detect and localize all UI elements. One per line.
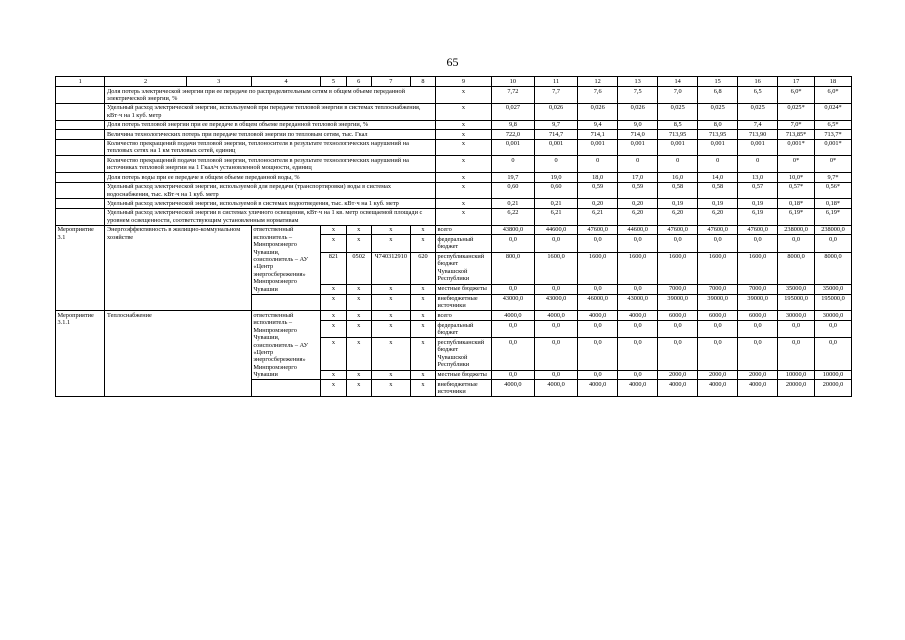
funding-value: 0,0 bbox=[578, 370, 618, 380]
funding-value: 0,0 bbox=[698, 338, 738, 370]
indicator-mark: x bbox=[436, 156, 492, 173]
indicator-value: 0,024* bbox=[815, 103, 852, 120]
indicator-value: 0 bbox=[698, 156, 738, 173]
indicator-value: 0,57 bbox=[738, 182, 778, 199]
indicator-value: 0,56* bbox=[815, 182, 852, 199]
indicator-value: 0,001 bbox=[618, 139, 658, 156]
funding-value: 0,0 bbox=[778, 338, 815, 370]
code-col6: x bbox=[346, 294, 371, 311]
column-number: 2 bbox=[105, 77, 186, 87]
indicator-value: 0,20 bbox=[578, 199, 618, 208]
code-col8: 620 bbox=[410, 252, 435, 284]
funding-value: 0,0 bbox=[578, 338, 618, 370]
code-col5: x bbox=[321, 311, 346, 321]
indicator-value: 0* bbox=[815, 156, 852, 173]
funding-value: 0,0 bbox=[778, 321, 815, 338]
indicator-value: 0,001 bbox=[535, 139, 578, 156]
funding-value: 4000,0 bbox=[658, 380, 698, 397]
funding-value: 1600,0 bbox=[738, 252, 778, 284]
column-number: 18 bbox=[815, 77, 852, 87]
funding-source: внебюджетные источники bbox=[436, 294, 492, 311]
indicator-value: 0,19 bbox=[658, 199, 698, 208]
indicator-value: 7,0 bbox=[658, 87, 698, 104]
indicator-mark: x bbox=[436, 208, 492, 225]
funding-value: 7000,0 bbox=[698, 284, 738, 294]
code-col8: x bbox=[410, 235, 435, 252]
indicator-mark: x bbox=[436, 139, 492, 156]
code-col8: x bbox=[410, 225, 435, 235]
code-col7: x bbox=[371, 225, 410, 235]
indicator-text: Доля потерь воды при ее передаче в общем объеме переданной воды, % bbox=[105, 173, 436, 182]
funding-value: 0,0 bbox=[618, 321, 658, 338]
funding-value: 4000,0 bbox=[535, 380, 578, 397]
indicator-value: 0 bbox=[658, 156, 698, 173]
indicator-value: 6,20 bbox=[618, 208, 658, 225]
executor-continuation bbox=[251, 380, 320, 397]
funding-source: всего bbox=[436, 311, 492, 321]
funding-value: 0,0 bbox=[778, 235, 815, 252]
measure-row bbox=[56, 311, 852, 321]
indicator-value: 7,7 bbox=[535, 87, 578, 104]
column-number: 14 bbox=[658, 77, 698, 87]
code-col8: x bbox=[410, 338, 435, 370]
indicator-row bbox=[56, 199, 852, 208]
executor-continuation bbox=[251, 294, 320, 311]
code-col8: x bbox=[410, 311, 435, 321]
funding-value: 4000,0 bbox=[618, 311, 658, 321]
funding-value: 4000,0 bbox=[578, 311, 618, 321]
funding-value: 0,0 bbox=[535, 235, 578, 252]
funding-value: 0,0 bbox=[491, 338, 534, 370]
column-number: 12 bbox=[578, 77, 618, 87]
indicator-value: 0 bbox=[738, 156, 778, 173]
indicator-value: 0 bbox=[491, 156, 534, 173]
header-row bbox=[56, 77, 852, 87]
indicator-value: 713,95 bbox=[658, 130, 698, 139]
funding-value: 0,0 bbox=[618, 235, 658, 252]
indicator-value: 9,0 bbox=[618, 120, 658, 129]
funding-value: 0,0 bbox=[618, 284, 658, 294]
funding-value: 8000,0 bbox=[778, 252, 815, 284]
indicator-value: 13,0 bbox=[738, 173, 778, 182]
indicator-row bbox=[56, 208, 852, 225]
code-col6: x bbox=[346, 370, 371, 380]
funding-value: 43800,0 bbox=[491, 225, 534, 235]
code-col8: x bbox=[410, 321, 435, 338]
indicator-value: 0,001 bbox=[698, 139, 738, 156]
indicator-text: Величина технологических потерь при передаче тепловой энергии по тепловым сетям, тыс. Гкал bbox=[105, 130, 436, 139]
indicator-value: 19,7 bbox=[491, 173, 534, 182]
funding-value: 1600,0 bbox=[698, 252, 738, 284]
code-col5: 821 bbox=[321, 252, 346, 284]
column-number: 8 bbox=[410, 77, 435, 87]
code-col5: x bbox=[321, 338, 346, 370]
indicator-value: 19,0 bbox=[535, 173, 578, 182]
indicator-text: Удельный расход электрической энергии, используемой в системах водоотведения, тыс. кВт·ч на 1 куб. метр bbox=[105, 199, 436, 208]
indicator-text: Удельный расход электрической энергии, используемой для передачи (транспортировки) воды в системах водоснабжения, тыс. кВт·ч на 1 куб. метр bbox=[105, 182, 436, 199]
code-col5: x bbox=[321, 321, 346, 338]
indicator-mark: x bbox=[436, 130, 492, 139]
funding-value: 43000,0 bbox=[535, 294, 578, 311]
funding-value: 0,0 bbox=[491, 235, 534, 252]
funding-value: 7000,0 bbox=[738, 284, 778, 294]
indicator-text: Удельный расход электрической энергии в системах уличного освещения, кВт·ч на 1 кв. метр освещаемой площади с уровнем освещенности, соответствующим установленным нормативам bbox=[105, 208, 436, 225]
code-col6: x bbox=[346, 321, 371, 338]
indicator-value: 0,001 bbox=[658, 139, 698, 156]
funding-value: 4000,0 bbox=[698, 380, 738, 397]
indicator-text: Доля потерь тепловой энергии при ее передаче в общем объеме переданной тепловой энергии, % bbox=[105, 120, 436, 129]
funding-value: 35000,0 bbox=[815, 284, 852, 294]
code-col7: x bbox=[371, 284, 410, 294]
funding-value: 4000,0 bbox=[535, 311, 578, 321]
funding-value: 4000,0 bbox=[491, 311, 534, 321]
indicator-value: 0,58 bbox=[698, 182, 738, 199]
indicator-value: 0,59 bbox=[578, 182, 618, 199]
column-number: 7 bbox=[371, 77, 410, 87]
funding-value: 4000,0 bbox=[618, 380, 658, 397]
indicator-value: 713,7* bbox=[815, 130, 852, 139]
code-col7: x bbox=[371, 311, 410, 321]
column-number: 1 bbox=[56, 77, 105, 87]
funding-value: 0,0 bbox=[578, 321, 618, 338]
indicator-value: 0,001 bbox=[491, 139, 534, 156]
code-col6: x bbox=[346, 225, 371, 235]
indicator-value: 6,5* bbox=[815, 120, 852, 129]
funding-value: 0,0 bbox=[698, 235, 738, 252]
funding-value: 0,0 bbox=[618, 338, 658, 370]
indicator-mark: x bbox=[436, 199, 492, 208]
indicator-mark: x bbox=[436, 120, 492, 129]
indicator-value: 714,7 bbox=[535, 130, 578, 139]
funding-value: 0,0 bbox=[658, 321, 698, 338]
indicator-value: 6,21 bbox=[578, 208, 618, 225]
column-number: 4 bbox=[251, 77, 320, 87]
funding-value: 0,0 bbox=[491, 284, 534, 294]
column-number: 13 bbox=[618, 77, 658, 87]
funding-value: 35000,0 bbox=[778, 284, 815, 294]
indicator-value: 6,20 bbox=[698, 208, 738, 225]
funding-value: 0,0 bbox=[815, 338, 852, 370]
indicator-value: 722,0 bbox=[491, 130, 534, 139]
funding-source: внебюджетные источники bbox=[436, 380, 492, 397]
column-number: 17 bbox=[778, 77, 815, 87]
funding-value: 6000,0 bbox=[698, 311, 738, 321]
code-col5: x bbox=[321, 284, 346, 294]
page-number: 65 bbox=[446, 55, 459, 69]
funding-value: 0,0 bbox=[535, 338, 578, 370]
funding-value: 43000,0 bbox=[491, 294, 534, 311]
code-col8: x bbox=[410, 380, 435, 397]
indicator-value: 713,90 bbox=[738, 130, 778, 139]
indicator-text: Доля потерь электрической энергии при ее передаче по распределительным сетям в общем объеме переданной электрической энергии, % bbox=[105, 87, 436, 104]
code-col7: x bbox=[371, 294, 410, 311]
funding-value: 4000,0 bbox=[578, 380, 618, 397]
funding-value: 30000,0 bbox=[815, 311, 852, 321]
funding-value: 0,0 bbox=[658, 338, 698, 370]
column-number: 16 bbox=[738, 77, 778, 87]
funding-source: республиканский бюджет Чувашской Республики bbox=[436, 252, 492, 284]
code-col5: x bbox=[321, 235, 346, 252]
funding-value: 0,0 bbox=[815, 235, 852, 252]
indicator-row bbox=[56, 156, 852, 173]
funding-value: 47600,0 bbox=[658, 225, 698, 235]
code-col6: x bbox=[346, 235, 371, 252]
funding-value: 195000,0 bbox=[815, 294, 852, 311]
indicator-value: 9,7 bbox=[535, 120, 578, 129]
measure-row bbox=[56, 225, 852, 235]
indicator-value: 8,0 bbox=[698, 120, 738, 129]
funding-value: 1600,0 bbox=[618, 252, 658, 284]
funding-value: 1600,0 bbox=[535, 252, 578, 284]
code-col6: x bbox=[346, 311, 371, 321]
funding-value: 0,0 bbox=[698, 321, 738, 338]
funding-value: 4000,0 bbox=[738, 380, 778, 397]
funding-value: 43000,0 bbox=[618, 294, 658, 311]
funding-value: 44600,0 bbox=[618, 225, 658, 235]
indicator-value: 0,026 bbox=[578, 103, 618, 120]
indicator-row bbox=[56, 87, 852, 104]
indicator-value: 0,19 bbox=[738, 199, 778, 208]
indicator-value: 0,001* bbox=[815, 139, 852, 156]
indicator-value: 16,0 bbox=[658, 173, 698, 182]
column-number: 5 bbox=[321, 77, 346, 87]
indicator-value: 0,21 bbox=[535, 199, 578, 208]
indicator-value: 0,18* bbox=[815, 199, 852, 208]
column-number: 11 bbox=[535, 77, 578, 87]
funding-value: 2000,0 bbox=[658, 370, 698, 380]
indicator-value: 0 bbox=[618, 156, 658, 173]
code-col8: x bbox=[410, 284, 435, 294]
funding-value: 0,0 bbox=[738, 321, 778, 338]
code-col6: x bbox=[346, 338, 371, 370]
code-col7: x bbox=[371, 235, 410, 252]
code-col7: x bbox=[371, 370, 410, 380]
funding-value: 47600,0 bbox=[698, 225, 738, 235]
column-number: 6 bbox=[346, 77, 371, 87]
measure-label: Мероприятие 3.1 bbox=[56, 225, 105, 311]
funding-value: 800,0 bbox=[491, 252, 534, 284]
indicator-value: 713,85* bbox=[778, 130, 815, 139]
indicator-row bbox=[56, 139, 852, 156]
funding-value: 47600,0 bbox=[738, 225, 778, 235]
indicator-value: 7,4 bbox=[738, 120, 778, 129]
funding-value: 46000,0 bbox=[578, 294, 618, 311]
measure-executor: ответственный исполнитель – Минпромэнерго Чувашии, соисполнитель – АУ «Центр энергосбережения» Минпромэнерго Чувашии bbox=[251, 225, 320, 294]
indicator-value: 0,59 bbox=[618, 182, 658, 199]
indicator-value: 6,21 bbox=[535, 208, 578, 225]
column-number: 9 bbox=[436, 77, 492, 87]
program-table bbox=[55, 76, 852, 397]
indicator-value: 6,22 bbox=[491, 208, 534, 225]
column-number: 3 bbox=[186, 77, 251, 87]
funding-source: федеральный бюджет bbox=[436, 321, 492, 338]
indicator-row bbox=[56, 120, 852, 129]
funding-value: 0,0 bbox=[578, 284, 618, 294]
funding-source: республиканский бюджет Чувашской Республики bbox=[436, 338, 492, 370]
funding-value: 8000,0 bbox=[815, 252, 852, 284]
indicator-value: 0 bbox=[535, 156, 578, 173]
funding-value: 1600,0 bbox=[658, 252, 698, 284]
funding-source: всего bbox=[436, 225, 492, 235]
indicator-value: 6,0* bbox=[778, 87, 815, 104]
funding-value: 10000,0 bbox=[815, 370, 852, 380]
indicator-value: 17,0 bbox=[618, 173, 658, 182]
code-col6: x bbox=[346, 380, 371, 397]
indicator-value: 0,001 bbox=[578, 139, 618, 156]
indicator-mark: x bbox=[436, 87, 492, 104]
funding-source: местные бюджеты bbox=[436, 370, 492, 380]
code-col7: x bbox=[371, 338, 410, 370]
funding-value: 10000,0 bbox=[778, 370, 815, 380]
indicator-value: 0,57* bbox=[778, 182, 815, 199]
indicator-value: 6,8 bbox=[698, 87, 738, 104]
funding-value: 1600,0 bbox=[578, 252, 618, 284]
funding-value: 39000,0 bbox=[658, 294, 698, 311]
code-col5: x bbox=[321, 380, 346, 397]
indicator-value: 0 bbox=[578, 156, 618, 173]
indicator-value: 7,72 bbox=[491, 87, 534, 104]
funding-value: 6000,0 bbox=[658, 311, 698, 321]
funding-value: 39000,0 bbox=[698, 294, 738, 311]
indicator-value: 9,4 bbox=[578, 120, 618, 129]
indicator-value: 7,0* bbox=[778, 120, 815, 129]
funding-value: 6000,0 bbox=[738, 311, 778, 321]
indicator-value: 0,025 bbox=[658, 103, 698, 120]
indicator-mark: x bbox=[436, 182, 492, 199]
indicator-value: 6,20 bbox=[658, 208, 698, 225]
indicator-value: 6,5 bbox=[738, 87, 778, 104]
indicator-value: 0,001* bbox=[778, 139, 815, 156]
code-col8: x bbox=[410, 294, 435, 311]
indicator-value: 714,0 bbox=[618, 130, 658, 139]
funding-value: 0,0 bbox=[535, 370, 578, 380]
indicator-value: 0,58 bbox=[658, 182, 698, 199]
indicator-value: 10,0* bbox=[778, 173, 815, 182]
code-col7: Ч740312910 bbox=[371, 252, 410, 284]
funding-value: 0,0 bbox=[535, 321, 578, 338]
funding-value: 0,0 bbox=[491, 321, 534, 338]
funding-value: 0,0 bbox=[658, 235, 698, 252]
indicator-value: 0,60 bbox=[535, 182, 578, 199]
indicator-text: Удельный расход электрической энергии, используемой при передаче тепловой энергии в системах теплоснабжения, кВт·ч на 1 куб. метр bbox=[105, 103, 436, 120]
code-col7: x bbox=[371, 321, 410, 338]
funding-value: 0,0 bbox=[738, 338, 778, 370]
indicator-value: 7,6 bbox=[578, 87, 618, 104]
funding-source: местные бюджеты bbox=[436, 284, 492, 294]
measure-label: Мероприятие 3.1.1 bbox=[56, 311, 105, 397]
indicator-value: 0,19 bbox=[698, 199, 738, 208]
code-col8: x bbox=[410, 370, 435, 380]
funding-value: 2000,0 bbox=[738, 370, 778, 380]
indicator-row bbox=[56, 103, 852, 120]
funding-source: федеральный бюджет bbox=[436, 235, 492, 252]
indicator-value: 7,5 bbox=[618, 87, 658, 104]
indicator-value: 14,0 bbox=[698, 173, 738, 182]
indicator-value: 8,5 bbox=[658, 120, 698, 129]
indicator-text: Количество прекращений подачи тепловой энергии, теплоносителя в результате технологических нарушений на тепловых сетях на 1 км тепловых сетей, единиц bbox=[105, 139, 436, 156]
indicator-value: 0,025 bbox=[738, 103, 778, 120]
funding-value: 47600,0 bbox=[578, 225, 618, 235]
measure-name: Теплоснабжение bbox=[105, 311, 251, 397]
funding-value: 0,0 bbox=[738, 235, 778, 252]
funding-value: 0,0 bbox=[618, 370, 658, 380]
indicator-value: 0,20 bbox=[618, 199, 658, 208]
funding-value: 20000,0 bbox=[815, 380, 852, 397]
indicator-value: 714,1 bbox=[578, 130, 618, 139]
code-col7: x bbox=[371, 380, 410, 397]
funding-value: 2000,0 bbox=[698, 370, 738, 380]
code-col6: 0502 bbox=[346, 252, 371, 284]
measure-executor: ответственный исполнитель – Минпромэнерго Чувашии, соисполнитель – АУ «Центр энергосбережения» Минпромэнерго Чувашии bbox=[251, 311, 320, 380]
indicator-value: 0,21 bbox=[491, 199, 534, 208]
column-number: 10 bbox=[491, 77, 534, 87]
indicator-value: 0,18* bbox=[778, 199, 815, 208]
indicator-row bbox=[56, 173, 852, 182]
indicator-value: 0* bbox=[778, 156, 815, 173]
funding-value: 0,0 bbox=[578, 235, 618, 252]
indicator-mark: x bbox=[436, 103, 492, 120]
indicator-value: 0,025 bbox=[698, 103, 738, 120]
indicator-mark: x bbox=[436, 173, 492, 182]
code-col5: x bbox=[321, 370, 346, 380]
funding-value: 39000,0 bbox=[738, 294, 778, 311]
indicator-value: 6,0* bbox=[815, 87, 852, 104]
funding-value: 7000,0 bbox=[658, 284, 698, 294]
measure-name: Энергоэффективность в жилищно-коммунальном хозяйстве bbox=[105, 225, 251, 311]
indicator-value: 0,001 bbox=[738, 139, 778, 156]
funding-value: 195000,0 bbox=[778, 294, 815, 311]
funding-value: 20000,0 bbox=[778, 380, 815, 397]
funding-value: 0,0 bbox=[535, 284, 578, 294]
code-col6: x bbox=[346, 284, 371, 294]
code-col5: x bbox=[321, 225, 346, 235]
indicator-value: 9,7* bbox=[815, 173, 852, 182]
indicator-value: 0,026 bbox=[618, 103, 658, 120]
indicator-text: Количество прекращений подачи тепловой энергии, теплоносителя в результате технологических нарушений на источниках тепловой энергии на 1 Гкал/ч установленной мощности, единиц bbox=[105, 156, 436, 173]
code-col5: x bbox=[321, 294, 346, 311]
indicator-value: 0,60 bbox=[491, 182, 534, 199]
indicator-value: 18,0 bbox=[578, 173, 618, 182]
funding-value: 0,0 bbox=[491, 370, 534, 380]
indicator-row bbox=[56, 182, 852, 199]
indicator-value: 0,025* bbox=[778, 103, 815, 120]
indicator-value: 0,026 bbox=[535, 103, 578, 120]
indicator-value: 6,19 bbox=[738, 208, 778, 225]
indicator-value: 6,19* bbox=[778, 208, 815, 225]
column-number: 15 bbox=[698, 77, 738, 87]
funding-value: 0,0 bbox=[815, 321, 852, 338]
indicator-value: 713,95 bbox=[698, 130, 738, 139]
indicator-value: 0,027 bbox=[491, 103, 534, 120]
funding-value: 238000,0 bbox=[815, 225, 852, 235]
funding-value: 30000,0 bbox=[778, 311, 815, 321]
indicator-value: 9,8 bbox=[491, 120, 534, 129]
funding-value: 44600,0 bbox=[535, 225, 578, 235]
funding-value: 4000,0 bbox=[491, 380, 534, 397]
indicator-row bbox=[56, 130, 852, 139]
indicator-value: 6,19* bbox=[815, 208, 852, 225]
funding-value: 238000,0 bbox=[778, 225, 815, 235]
